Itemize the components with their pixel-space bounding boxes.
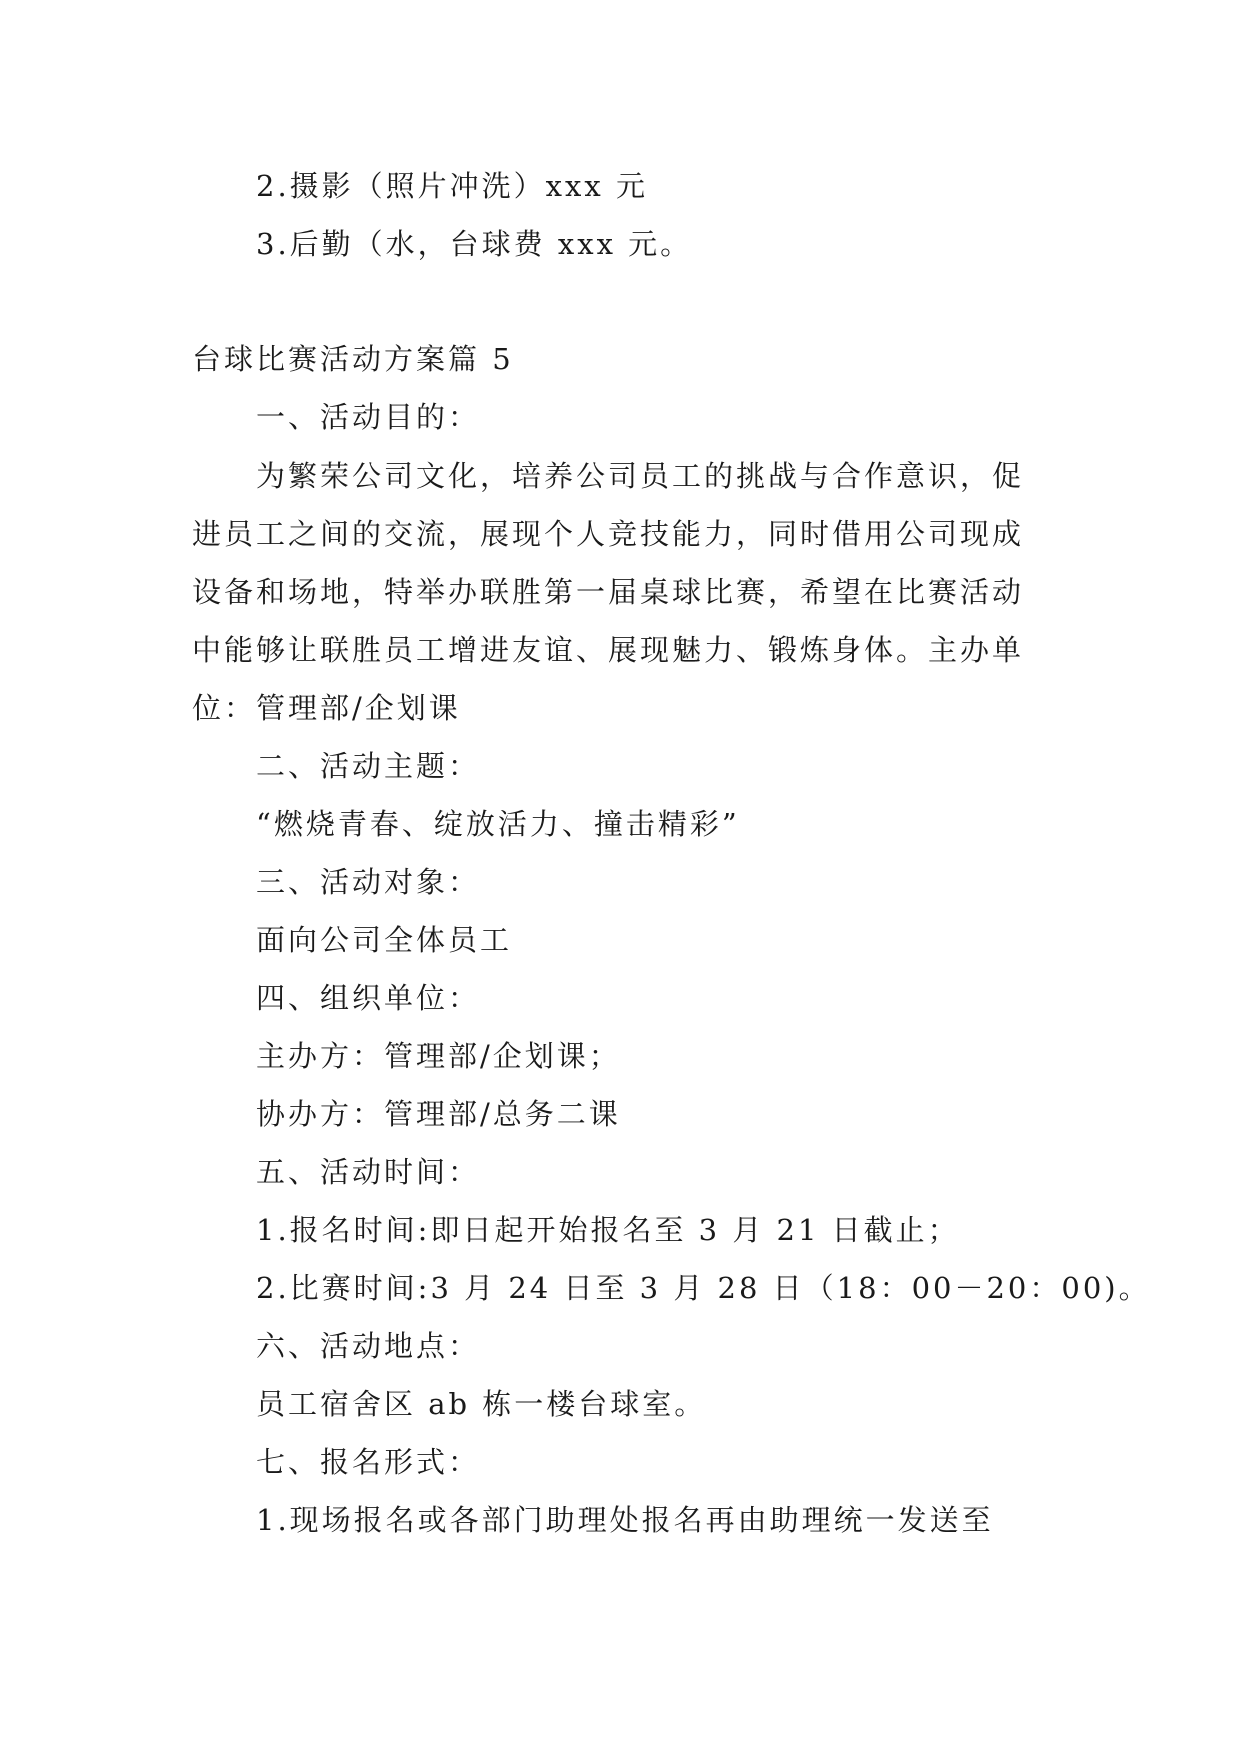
paragraph-line: 为繁荣公司文化，培养公司员工的挑战与合作意识，促 xyxy=(256,459,1025,493)
heading-purpose: 一、活动目的： xyxy=(256,400,481,434)
heading-participants: 三、活动对象： xyxy=(256,865,481,899)
competition-time: 2.比赛时间:3 月 24 日至 3 月 28 日（18：00－20：00)。 xyxy=(256,1271,1151,1305)
paragraph-line: 设备和场地，特举办联胜第一届桌球比赛，希望在比赛活动 xyxy=(192,575,1025,609)
organizer-co-host: 协办方：管理部/总务二课 xyxy=(256,1097,621,1131)
theme-slogan: “燃烧青春、绽放活力、撞击精彩” xyxy=(256,807,740,841)
location-text: 员工宿舍区 ab 栋一楼台球室。 xyxy=(256,1387,707,1421)
section-title: 台球比赛活动方案篇 5 xyxy=(192,342,514,376)
paragraph-line: 进员工之间的交流，展现个人竞技能力，同时借用公司现成 xyxy=(192,517,1025,551)
heading-organizers: 四、组织单位： xyxy=(256,981,481,1015)
heading-registration: 七、报名形式： xyxy=(256,1445,481,1479)
budget-item-logistics: 3.后勤（水，台球费 xxx 元。 xyxy=(256,227,693,261)
budget-item-photography: 2.摄影（照片冲洗）xxx 元 xyxy=(256,169,648,203)
heading-time: 五、活动时间： xyxy=(256,1155,481,1189)
registration-time: 1.报名时间:即日起开始报名至 3 月 21 日截止； xyxy=(256,1213,960,1247)
heading-theme: 二、活动主题： xyxy=(256,749,481,783)
organizer-host: 主办方：管理部/企划课； xyxy=(256,1039,621,1073)
registration-method: 1.现场报名或各部门助理处报名再由助理统一发送至 xyxy=(256,1503,994,1537)
paragraph-line: 位：管理部/企划课 xyxy=(192,691,461,725)
heading-location: 六、活动地点： xyxy=(256,1329,481,1363)
paragraph-line: 中能够让联胜员工增进友谊、展现魅力、锻炼身体。主办单 xyxy=(192,633,1025,667)
participants-text: 面向公司全体员工 xyxy=(256,923,513,957)
